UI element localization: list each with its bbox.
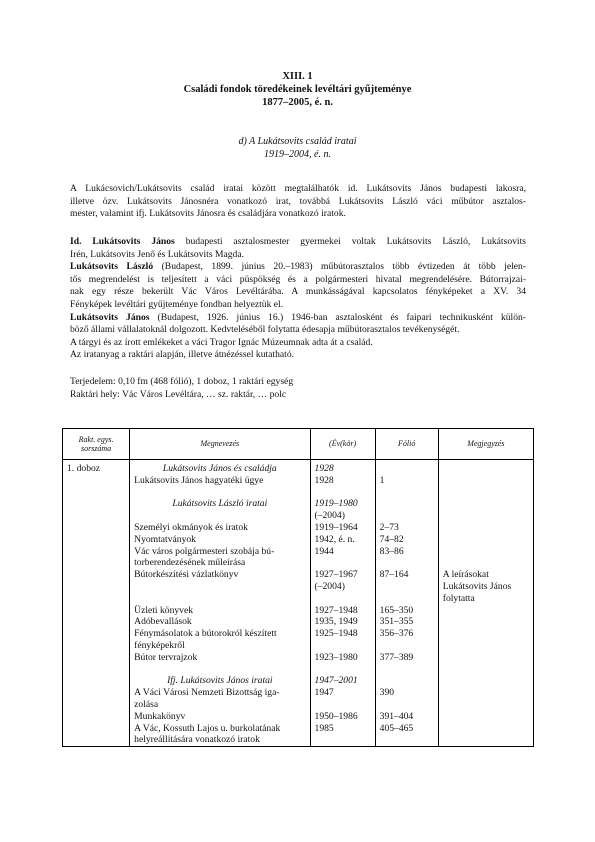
header-box-number: Rakt. egys. sorszáma	[63, 429, 130, 460]
cell-box	[63, 652, 130, 664]
bio-line: A tárgyi és az írott emlékeket a váci Tragor Ignác Múzeumnak adta át a család.	[70, 336, 373, 348]
cell-name: torberendezésének műleírása	[130, 557, 310, 569]
cell-note	[438, 522, 533, 534]
cell-year	[310, 487, 375, 499]
header-block	[0, 70, 595, 109]
cell-name	[130, 664, 310, 676]
table-row	[63, 557, 534, 569]
bio-line: tős megrendelést is teljesített a váci püspökség és a polgármesteri hivatal megrendelésére. Bútorrajzai-	[70, 273, 526, 285]
bio-line: Az iratanyag a raktári alapján, illetve átnézéssel kutatható.	[70, 349, 295, 361]
cell-name	[130, 510, 310, 522]
cell-folio	[375, 487, 438, 499]
cell-box	[63, 557, 130, 569]
bio-paragraph	[70, 236, 526, 362]
cell-name: A Vác, Kossuth Lajos u. burkolatának	[130, 723, 310, 735]
cell-note	[438, 687, 533, 699]
cell-box	[63, 723, 130, 735]
cell-year: 1947–2001	[310, 675, 375, 687]
cell-note: Lukátsovits János	[438, 581, 533, 593]
cell-folio: 405–465	[375, 723, 438, 735]
cell-name: A Váci Városi Nemzeti Bizottság iga-	[130, 687, 310, 699]
table-row	[63, 487, 534, 499]
cell-name: Munkakönyv	[130, 711, 310, 723]
cell-year: 1927–1967	[310, 569, 375, 581]
cell-name	[130, 593, 310, 605]
cell-note	[438, 640, 533, 652]
cell-year: 1935, 1949	[310, 616, 375, 628]
table-row	[63, 460, 534, 475]
cell-year: (–2004)	[310, 510, 375, 522]
cell-box	[63, 510, 130, 522]
table-row	[63, 475, 534, 487]
cell-folio: 356–376	[375, 628, 438, 640]
table-row	[63, 652, 534, 664]
bio-line: nak egy része bekerült Vác Város Levéltárába. A munkásságával kapcsolatos fényképeket a XV. 34	[70, 286, 526, 298]
table-row	[63, 640, 534, 652]
cell-year: 1944	[310, 546, 375, 558]
bio-line: Id. Lukátsovits János budapesti asztalosmester gyermekei voltak Lukátsovits László, Lukátsovits	[70, 236, 526, 247]
cell-folio: 2–73	[375, 522, 438, 534]
cell-folio	[375, 734, 438, 746]
bio-line: Lukátsovits János (Budapest, 1926. június 16.) 1946-ban asztalosként és faipari technikusként külön-	[70, 311, 526, 323]
cell-note	[438, 498, 533, 510]
table-row	[63, 510, 534, 522]
cell-note	[438, 628, 533, 640]
cell-folio	[375, 640, 438, 652]
cell-year: (–2004)	[310, 581, 375, 593]
table-row	[63, 605, 534, 617]
header-folio: Fólió	[375, 429, 438, 460]
cell-name: Vác város polgármesteri szobája bú-	[130, 546, 310, 558]
intro-line: illetve özv. Lukátsovits Jánosnéra vonatkozó irat, továbbá Lukátsovits László váci műbútor asztalos-	[70, 195, 526, 207]
table-row	[63, 581, 534, 593]
cell-folio	[375, 510, 438, 522]
header-year: (Év(kör)	[310, 429, 375, 460]
person-name: Id. Lukátsovits János	[70, 236, 175, 247]
table-body	[63, 460, 534, 747]
cell-note	[438, 557, 533, 569]
cell-box	[63, 487, 130, 499]
cell-box: 1. doboz	[63, 460, 130, 475]
subsection-title: d) A Lukátsovits család iratai	[238, 136, 357, 147]
cell-folio: 377–389	[375, 652, 438, 664]
cell-year: 1919–1980	[310, 498, 375, 510]
cell-box	[63, 546, 130, 558]
cell-note	[438, 675, 533, 687]
inventory-table	[62, 428, 534, 747]
cell-year: 1927–1948	[310, 605, 375, 617]
subsection-years: 1919–2004, é. n.	[264, 148, 331, 160]
cell-box	[63, 569, 130, 581]
cell-box	[63, 711, 130, 723]
cell-folio	[375, 664, 438, 676]
table-row	[63, 628, 534, 640]
cell-year	[310, 734, 375, 746]
cell-name: Adóbevallások	[130, 616, 310, 628]
cell-box	[63, 581, 130, 593]
fond-years: 1877–2005, é. n.	[262, 97, 333, 108]
cell-box	[63, 734, 130, 746]
table-row	[63, 546, 534, 558]
cell-box	[63, 605, 130, 617]
cell-folio: 87–164	[375, 569, 438, 581]
table-row	[63, 616, 534, 628]
cell-folio	[375, 460, 438, 475]
cell-note	[438, 652, 533, 664]
table-row	[63, 699, 534, 711]
cell-year: 1985	[310, 723, 375, 735]
cell-folio	[375, 699, 438, 711]
cell-name: zolása	[130, 699, 310, 711]
cell-note	[438, 616, 533, 628]
cell-folio	[375, 498, 438, 510]
cell-name: Bútorkészítési vázlatkönyv	[130, 569, 310, 581]
cell-folio: 1	[375, 475, 438, 487]
table-row	[63, 593, 534, 605]
cell-year: 1928	[310, 475, 375, 487]
cell-note	[438, 605, 533, 617]
cell-box	[63, 522, 130, 534]
cell-year: 1928	[310, 460, 375, 475]
cell-name: Személyi okmányok és iratok	[130, 522, 310, 534]
cell-name: Lukátsovits László iratai	[130, 498, 310, 510]
cell-year	[310, 640, 375, 652]
intro-paragraph	[70, 183, 526, 221]
cell-note	[438, 664, 533, 676]
cell-box	[63, 475, 130, 487]
cell-year	[310, 593, 375, 605]
table-row	[63, 711, 534, 723]
subsection-block	[0, 136, 595, 161]
table-row	[63, 569, 534, 581]
cell-box	[63, 616, 130, 628]
cell-note	[438, 510, 533, 522]
cell-box	[63, 687, 130, 699]
cell-year: 1923–1980	[310, 652, 375, 664]
cell-note	[438, 699, 533, 711]
cell-folio: 165–350	[375, 605, 438, 617]
cell-note	[438, 546, 533, 558]
cell-folio	[375, 581, 438, 593]
cell-folio: 83–86	[375, 546, 438, 558]
cell-folio	[375, 593, 438, 605]
cell-name: Nyomtatványok	[130, 534, 310, 546]
cell-name: helyreállítására vonatkozó iratok	[130, 734, 310, 746]
cell-note	[438, 734, 533, 746]
cell-box	[63, 498, 130, 510]
extent-line: Terjedelem: 0,10 fm (468 fólió), 1 doboz, 1 raktári egység	[70, 376, 294, 387]
cell-box	[63, 628, 130, 640]
fond-number: XIII. 1	[282, 71, 313, 82]
cell-folio: 391–404	[375, 711, 438, 723]
table-row	[63, 534, 534, 546]
cell-box	[63, 675, 130, 687]
cell-folio: 351–355	[375, 616, 438, 628]
table-row	[63, 723, 534, 735]
cell-name	[130, 487, 310, 499]
cell-name: Lukátsovits János hagyatéki ügye	[130, 475, 310, 487]
bio-line: böző állami vállalatoknál dolgozott. Kedvteléséből folytatta édesapja műbútorasztalos tevékenységét.	[70, 324, 460, 336]
cell-year	[310, 664, 375, 676]
bio-line: Lukátsovits László (Budapest, 1899. június 20.–1983) műbútorasztalos több évtizeden át több jelen-	[70, 261, 526, 273]
table-row	[63, 498, 534, 510]
table-header-row	[63, 429, 534, 460]
cell-note	[438, 723, 533, 735]
cell-year	[310, 699, 375, 711]
bio-line: Fényképek levéltári gyűjteménye fondban helyeztük el.	[70, 298, 284, 310]
extent-block	[70, 376, 526, 401]
header-name: Megnevezés	[130, 429, 310, 460]
table-row	[63, 522, 534, 534]
cell-folio	[375, 675, 438, 687]
cell-box	[63, 593, 130, 605]
cell-year	[310, 557, 375, 569]
table-row	[63, 734, 534, 746]
person-name: Lukátsovits László	[70, 261, 154, 273]
cell-name: Fénymásolatok a bútorokról készített	[130, 628, 310, 640]
storage-line: Raktári hely: Vác Város Levéltára, … sz. raktár, … polc	[70, 388, 287, 400]
cell-note	[438, 711, 533, 723]
header-note: Megjegyzés	[438, 429, 533, 460]
table-row	[63, 675, 534, 687]
cell-folio: 74–82	[375, 534, 438, 546]
cell-year: 1919–1964	[310, 522, 375, 534]
bio-line: Irén, Lukátsovits Jenő és Lukátsovits Magda.	[70, 248, 244, 260]
cell-name: Ifj. Lukátsovits János iratai	[130, 675, 310, 687]
cell-note	[438, 534, 533, 546]
cell-note: folytatta	[438, 593, 533, 605]
cell-note	[438, 475, 533, 487]
table-row	[63, 664, 534, 676]
cell-folio: 390	[375, 687, 438, 699]
cell-box	[63, 640, 130, 652]
cell-name: Üzleti könyvek	[130, 605, 310, 617]
cell-note	[438, 487, 533, 499]
cell-year: 1925–1948	[310, 628, 375, 640]
fond-title: Családi fondok töredékeinek levéltári gyűjteménye	[183, 84, 412, 95]
person-name: Lukátsovits János	[70, 311, 150, 323]
cell-box	[63, 699, 130, 711]
cell-name: Lukátsovits János és családja	[130, 460, 310, 475]
table-row	[63, 687, 534, 699]
cell-name: fényképekről	[130, 640, 310, 652]
cell-box	[63, 534, 130, 546]
cell-name	[130, 581, 310, 593]
cell-name: Bútor tervrajzok	[130, 652, 310, 664]
intro-line: mester, valamint ifj. Lukátsovits Jánosra és családjára vonatkozó iratok.	[70, 208, 346, 220]
cell-folio	[375, 557, 438, 569]
cell-box	[63, 664, 130, 676]
intro-line: A Lukácsovich/Lukátsovits család iratai között megtalálhatók id. Lukátsovits János budapesti lakosra,	[70, 183, 526, 194]
cell-year: 1950–1986	[310, 711, 375, 723]
cell-note	[438, 460, 533, 475]
cell-note: A leírásokat	[438, 569, 533, 581]
cell-year: 1942, é. n.	[310, 534, 375, 546]
cell-year: 1947	[310, 687, 375, 699]
